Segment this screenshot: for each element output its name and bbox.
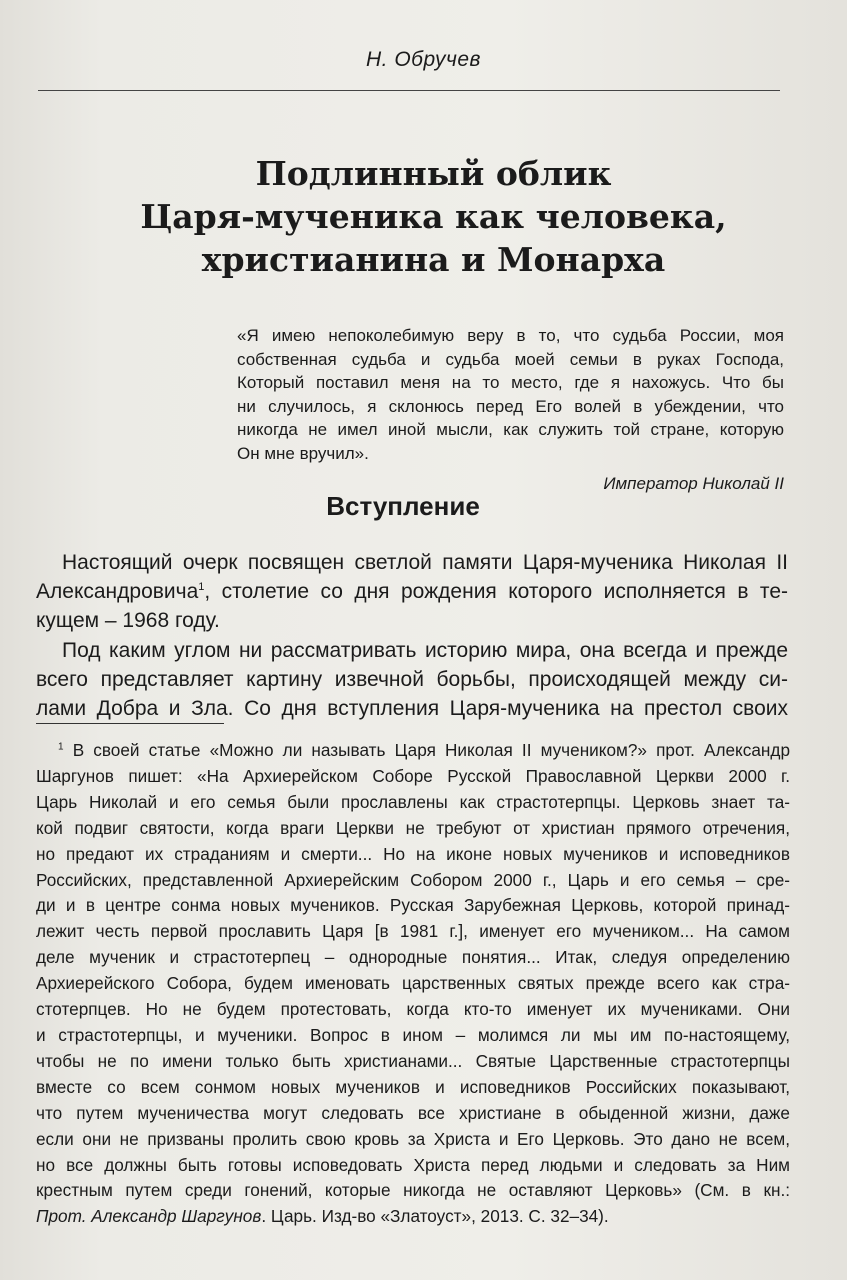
body-line: Под каким углом ни рассматривать историю мира, она всегда и прежде bbox=[62, 638, 788, 662]
footnote-text-run: В своей статье «Можно ли называть Царя Николая II мучеником?» прот. Александр bbox=[72, 740, 791, 760]
chapter-title-line: Подлинный облик bbox=[255, 154, 612, 193]
footnote-line: лежит честь первой прославить Царя [в 1981 г.], именует его мучеником... На самом bbox=[36, 921, 790, 942]
footnote-line: Шаргунов пишет: «На Архиерейском Соборе Русской Православной Церкви 2000 г. bbox=[36, 765, 790, 786]
citation-source: . Царь. Изд-во «Златоуст», 2013. С. 32–34). bbox=[261, 1206, 609, 1227]
cited-author: Прот. Александр Шаргунов bbox=[36, 1206, 262, 1227]
footnote-line: что путем мученичества могут следовать все христиане в обыденной жизни, даже bbox=[36, 1102, 790, 1123]
footnote-line: ди и в центре сонма новых мучеников. Русская Зарубежная Церковь, которой принад- bbox=[36, 895, 790, 916]
epigraph-signature: Император Николай II bbox=[603, 474, 784, 493]
footnote-line: но предают их страданиям и смерти... Но на иконе новых мучеников и исповедников bbox=[36, 843, 790, 864]
footnote-line: крестным путем среди гонений, которые никогда не оставляют Церковь» (См. в кн.: bbox=[36, 1180, 790, 1201]
footnote-line: вместе со всем сонмом новых мучеников и исповедников Российских показывают, bbox=[36, 1076, 790, 1097]
footnote-line: кой подвиг святости, когда враги Церкви не требуют от христиан прямого отречения, bbox=[36, 817, 790, 838]
body-line bbox=[36, 577, 788, 606]
epigraph-line: ни случилось, я склонюсь перед Его волей в убеждении, что bbox=[237, 396, 784, 416]
chapter-title bbox=[60, 152, 807, 281]
footnote-line: Архиерейского Собора, будем именовать царственных святых прежде всего как стра- bbox=[36, 973, 790, 994]
footnote-line: чтобы не по имени только быть христианами... Святые Царственные страстотерпцы bbox=[36, 1050, 790, 1071]
epigraph-line: никогда не имел иной мысли, как служить той стране, которую bbox=[237, 420, 784, 440]
epigraph-line: собственная судьба и судьба моей семьи в руках Господа, bbox=[237, 349, 784, 369]
chapter-title-line: христианина и Монарха bbox=[201, 240, 666, 279]
epigraph bbox=[237, 324, 784, 466]
body-line: кущем – 1968 году. bbox=[36, 609, 220, 633]
epigraph-line: «Я имею непоколебимую веру в то, что судьба России, моя bbox=[237, 326, 784, 345]
running-header-author: Н. Обручев bbox=[366, 48, 481, 71]
epigraph-line: Который поставил меня на то место, где я нахожусь. Что бы bbox=[237, 373, 784, 393]
body-line: Настоящий очерк посвящен светлой памяти Царя-мученика Николая II bbox=[62, 551, 788, 574]
footnote-number: 1 bbox=[58, 741, 64, 753]
footnote-separator bbox=[36, 723, 224, 724]
footnote-line: стотерпцев. Но не будем протестовать, когда кто-то именует их мучениками. Они bbox=[36, 999, 790, 1020]
epigraph-line: Он мне вручил». bbox=[237, 443, 369, 463]
chapter-title-line: Царя-мученика как человека, bbox=[140, 197, 727, 236]
body-line: лами Добра и Зла. Со дня вступления Царя-мученика на престол своих bbox=[36, 697, 788, 721]
footnote-ref: 1 bbox=[198, 581, 205, 594]
footnote-line: если они не призваны пролить свою кровь за Христа и Его Церковь. Это дано не всем, bbox=[36, 1128, 790, 1149]
section-heading: Вступление bbox=[326, 491, 480, 521]
header-rule bbox=[38, 90, 780, 91]
footnote-line bbox=[36, 738, 790, 764]
body-text bbox=[36, 548, 788, 723]
footnote-line: Российских, представленной Архиерейским Собором 2000 г., Царь и его семья – сре- bbox=[36, 869, 790, 890]
footnote bbox=[36, 738, 790, 1230]
footnote-line: Царь Николай и его семья были прославлены как страстотерпцы. Церковь знает та- bbox=[36, 791, 790, 812]
footnote-line: деле мученик и страстотерпец – однородные понятия... Итак, следуя определению bbox=[36, 947, 790, 968]
body-line: всего представляет картину извечной борьбы, происходящей между си- bbox=[36, 667, 788, 691]
footnote-line: но все должны быть готовы исповедовать Христа перед людьми и следовать за Ним bbox=[36, 1154, 790, 1175]
body-text-run: Александровича bbox=[36, 580, 199, 604]
footnote-line bbox=[36, 1204, 790, 1230]
footnote-line: и страстотерпцы, и мученики. Вопрос в ином – молимся ли мы им по-настоящему, bbox=[36, 1024, 790, 1045]
body-text-run: , столетие со дня рождения которого исполняется в те- bbox=[204, 580, 788, 604]
